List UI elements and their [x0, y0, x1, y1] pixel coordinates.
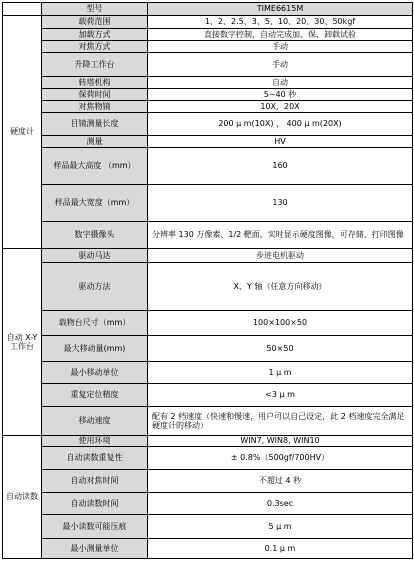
- spec-row: [3, 539, 413, 559]
- spec-row: [3, 384, 413, 407]
- spec-row: [3, 185, 413, 222]
- spec-label: 移动速度: [42, 407, 148, 436]
- spec-value: 手动: [148, 53, 413, 77]
- spec-value: <3 μ m: [148, 384, 413, 407]
- spec-label: 加载方式: [42, 29, 148, 41]
- spec-label: 转塔机构: [42, 77, 148, 89]
- spec-label: 使用环境: [42, 436, 148, 447]
- spec-value: 130: [148, 185, 413, 222]
- spec-value: 分辨率 130 万像素、1/2 靶面，实时显示硬度图像，可存储、打印图像: [148, 222, 413, 249]
- spec-label: 驱动方法: [42, 263, 148, 311]
- spec-value: 配有 2 档速度（快速和慢速，用户可以自己设定，此 2 档速度完全满足硬度计的移动）: [148, 407, 413, 436]
- spec-label: 载荷范围: [42, 16, 148, 29]
- spec-value: 手动: [148, 41, 413, 53]
- spec-label: 最小移动单位: [42, 362, 148, 384]
- spec-label: 样品最大宽度（mm）: [42, 185, 148, 222]
- spec-value: WIN7, WIN8, WIN10: [148, 436, 413, 447]
- spec-value: 1、2、2.5、3、5、10、20、30、50kgf: [148, 16, 413, 29]
- spec-row: [3, 222, 413, 249]
- spec-row: [3, 336, 413, 362]
- spec-row: [3, 29, 413, 41]
- spec-row: [3, 77, 413, 89]
- spec-value: 0.1 μ m: [148, 539, 413, 559]
- spec-label: 升降工作台: [42, 53, 148, 77]
- spec-label: 保荷时间: [42, 89, 148, 101]
- spec-label: 样品最大高度 （mm）: [42, 148, 148, 185]
- spec-value: ± 0.8%（500gf/700HV）: [148, 447, 413, 470]
- spec-label: 数字摄像头: [42, 222, 148, 249]
- spec-row: [3, 436, 413, 447]
- specification-table-body: [3, 3, 413, 559]
- spec-row: [3, 136, 413, 148]
- header-blank-cell: [3, 3, 42, 16]
- header-row: [3, 3, 413, 16]
- spec-row: [3, 16, 413, 29]
- model-label: 型号: [42, 3, 148, 16]
- spec-row: [3, 493, 413, 515]
- spec-value: 160: [148, 148, 413, 185]
- section-label: 自动 X-Y 工作台: [3, 249, 42, 436]
- spec-label: 驱动马达: [42, 249, 148, 263]
- spec-value: 5~40 秒: [148, 89, 413, 101]
- spec-value: 10X，20X: [148, 101, 413, 113]
- spec-row: [3, 515, 413, 539]
- spec-row: [3, 470, 413, 493]
- spec-label: 最小测量单位: [42, 539, 148, 559]
- spec-label: 最小读数可能压痕: [42, 515, 148, 539]
- spec-row: [3, 113, 413, 136]
- spec-label: 自动对焦时间: [42, 470, 148, 493]
- spec-value: 200 μ m(10X) ， 400 μ m(20X): [148, 113, 413, 136]
- spec-label: 对焦方式: [42, 41, 148, 53]
- spec-label: 自动读数重复性: [42, 447, 148, 470]
- spec-value: 不超过 4 秒: [148, 470, 413, 493]
- spec-row: [3, 53, 413, 77]
- spec-label: 自动读数时间: [42, 493, 148, 515]
- spec-value: 100×100×50: [148, 311, 413, 336]
- spec-row: [3, 362, 413, 384]
- spec-row: [3, 41, 413, 53]
- spec-row: [3, 263, 413, 311]
- spec-label: 最大移动量(mm): [42, 336, 148, 362]
- spec-label: 目镜测量长度: [42, 113, 148, 136]
- spec-row: [3, 89, 413, 101]
- spec-value: 50×50: [148, 336, 413, 362]
- spec-value: 步进电机驱动: [148, 249, 413, 263]
- spec-label: 测量: [42, 136, 148, 148]
- spec-value: 1 μ m: [148, 362, 413, 384]
- specification-table: [2, 2, 413, 559]
- spec-row: [3, 101, 413, 113]
- spec-value: 5 μ m: [148, 515, 413, 539]
- spec-value: X、Y 轴（任意方向移动）: [148, 263, 413, 311]
- spec-row: [3, 407, 413, 436]
- spec-row: [3, 249, 413, 263]
- spec-value: 自动: [148, 77, 413, 89]
- model-value: TIME6615M: [148, 3, 413, 16]
- spec-value: 直接数字控制，自动完成加、保、卸载试验: [148, 29, 413, 41]
- section-label: 硬度计: [3, 16, 42, 249]
- spec-row: [3, 311, 413, 336]
- spec-value: 0.3sec: [148, 493, 413, 515]
- spec-label: 重复定位精度: [42, 384, 148, 407]
- section-label: 自动读数: [3, 436, 42, 559]
- spec-row: [3, 148, 413, 185]
- spec-value: HV: [148, 136, 413, 148]
- spec-row: [3, 447, 413, 470]
- spec-label: 对焦物镜: [42, 101, 148, 113]
- spec-label: 载物台尺寸（mm）: [42, 311, 148, 336]
